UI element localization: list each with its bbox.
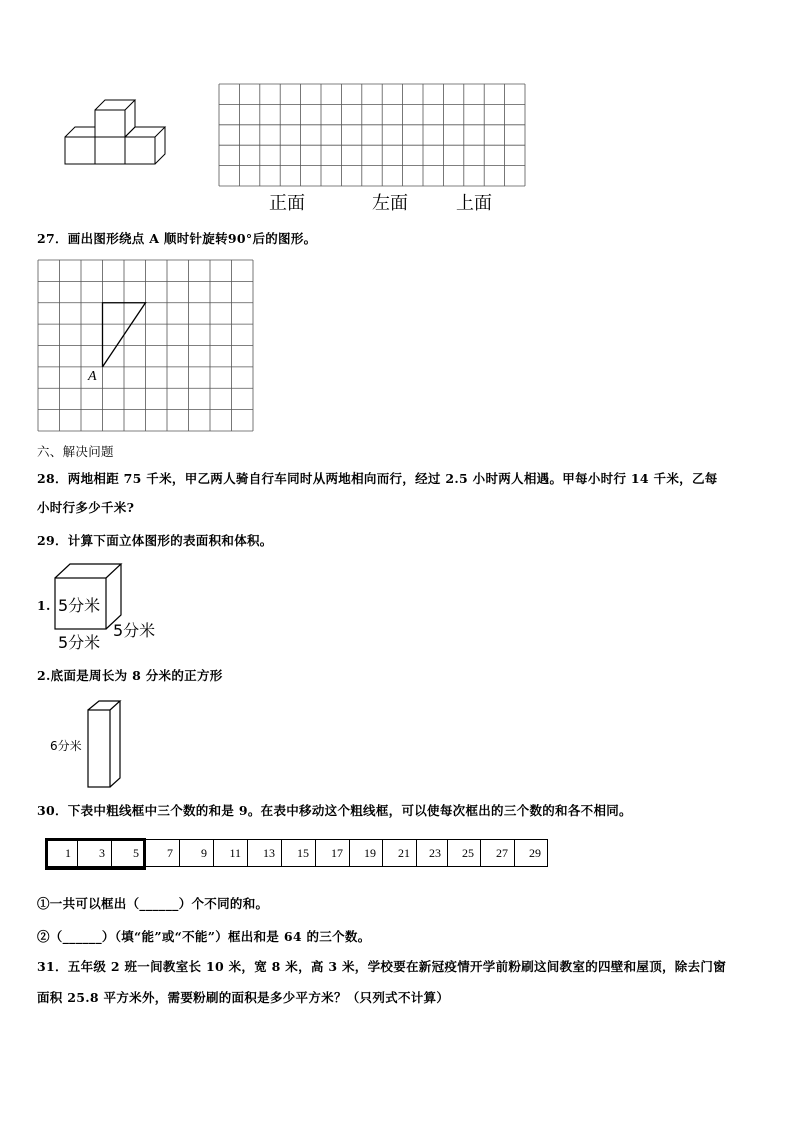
prism-label: 6分米 xyxy=(50,739,82,753)
question-29: 29．计算下面立体图形的表面积和体积。 xyxy=(37,533,273,548)
question-27: 27．画出图形绕点 A 顺时针旋转90°后的图形。 xyxy=(37,231,317,246)
question-30-sub2: ②（______）（填“能”或“不能”）框出和是 64 的三个数。 xyxy=(37,929,371,944)
cube-label-front: 5分米 xyxy=(58,596,101,615)
prism-figure xyxy=(87,700,127,790)
view-label-front: 正面 xyxy=(269,193,305,214)
number-cell: 11 xyxy=(214,839,248,867)
question-31-line2: 面积 25.8 平方米外，需要粉刷的面积是多少平方米？（只列式不计算） xyxy=(37,990,450,1005)
number-cell: 19 xyxy=(350,839,383,867)
number-cell: 29 xyxy=(515,839,548,867)
view-label-top: 上面 xyxy=(456,193,492,214)
question-30-sub1: ①一共可以框出（______）个不同的和。 xyxy=(37,896,269,911)
cube-stack-figure xyxy=(60,95,170,170)
cube-label-bottom: 5分米 xyxy=(58,633,101,652)
number-cell: 5 xyxy=(112,839,146,867)
question-28-line2: 小时行多少千米? xyxy=(37,500,135,515)
item-2-text: 2.底面是周长为 8 分米的正方形 xyxy=(37,668,223,683)
question-28-line1: 28．两地相距 75 千米，甲乙两人骑自行车同时从两地相向而行，经过 2.5 小时两人相遇。甲每小时行 14 千米，乙每 xyxy=(37,471,718,486)
point-a-label: A xyxy=(88,369,97,384)
section-6-title: 六、解决问题 xyxy=(37,444,114,459)
bold-frame[interactable] xyxy=(45,838,146,870)
question-30: 30．下表中粗线框中三个数的和是 9。在表中移动这个粗线框，可以使每次框出的三个数的和各不相同。 xyxy=(37,803,632,818)
number-cell: 7 xyxy=(146,839,180,867)
number-cell: 21 xyxy=(383,839,417,867)
number-cell: 3 xyxy=(78,839,112,867)
number-cell: 15 xyxy=(282,839,316,867)
number-cell: 25 xyxy=(448,839,481,867)
number-cell: 1 xyxy=(45,839,78,867)
number-cell: 27 xyxy=(481,839,515,867)
rotation-grid xyxy=(38,260,253,431)
item-1-number: 1. xyxy=(37,598,51,613)
cube-label-side: 5分米 xyxy=(113,621,156,640)
number-cell: 23 xyxy=(417,839,448,867)
view-drawing-grid xyxy=(219,84,525,186)
number-cell: 9 xyxy=(180,839,214,867)
view-label-left: 左面 xyxy=(372,193,408,214)
question-31-line1: 31．五年级 2 班一间教室长 10 米，宽 8 米，高 3 米，学校要在新冠疫情开学前粉刷这间教室的四壁和屋顶，除去门窗 xyxy=(37,959,726,974)
number-cell: 13 xyxy=(248,839,282,867)
number-cell: 17 xyxy=(316,839,350,867)
